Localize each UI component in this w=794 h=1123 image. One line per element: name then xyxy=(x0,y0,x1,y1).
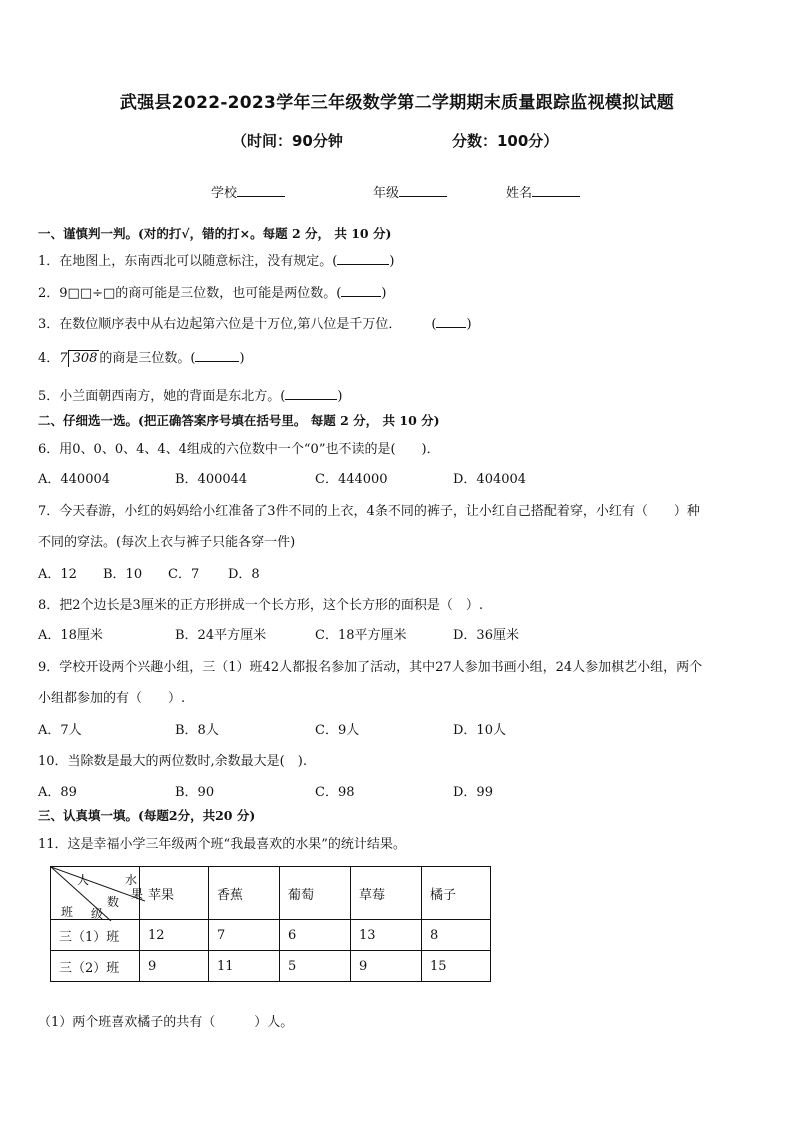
answer-blank-3[interactable] xyxy=(436,315,466,328)
q6-option-d[interactable]: D．404004 xyxy=(453,472,527,487)
corner-shui: 水 xyxy=(125,873,138,887)
q7-option-d[interactable]: D．8 xyxy=(228,567,260,582)
table-cell: 9 xyxy=(140,951,209,982)
q10-option-c[interactable]: C．98 xyxy=(315,785,355,800)
row-class-label: 三（1）班 xyxy=(51,920,140,951)
school-blank[interactable] xyxy=(237,184,285,197)
section1-heading: 一、谨慎判一判。(对的打√，错的打×。每题 2 分， 共 10 分) xyxy=(38,226,392,241)
question-1 xyxy=(38,250,394,269)
table-cell: 7 xyxy=(209,920,280,951)
question-7-line1: 7．今天春游，小红的妈妈给小红准备了3件不同的上衣，4条不同的裤子，让小红自己搭配着穿，小红有（ ）种 xyxy=(38,504,700,519)
question-7-line2: 不同的穿法。(每次上衣与裤子只能各穿一件) xyxy=(38,535,296,550)
fruit-stats-table xyxy=(50,866,491,982)
q8-option-a[interactable]: A．18厘米 xyxy=(38,628,103,643)
exam-title: 武强县2022-2023学年三年级数学第二学期期末质量跟踪监视模拟试题 xyxy=(119,93,675,113)
dividend: 308 xyxy=(68,350,100,367)
q8-option-d[interactable]: D．36厘米 xyxy=(453,628,519,643)
divisor: 7 xyxy=(59,351,68,366)
time-limit: （时间：90分钟 xyxy=(232,132,343,150)
question-1-text: 1．在地图上，东南西北可以随意标注，没有规定。( xyxy=(38,254,338,269)
q6-option-c[interactable]: C．444000 xyxy=(315,472,388,487)
question-5 xyxy=(38,385,342,404)
q8-option-b[interactable]: B．24平方厘米 xyxy=(175,628,267,643)
corner-shu: 数 xyxy=(107,895,120,909)
total-score: 分数：100分） xyxy=(452,132,559,150)
table-row xyxy=(51,920,491,951)
question-11: 11．这是幸福小学三年级两个班“我最喜欢的水果”的统计结果。 xyxy=(38,837,406,852)
q7-option-b[interactable]: B．10 xyxy=(103,567,143,582)
grade-blank[interactable] xyxy=(399,184,447,197)
corner-ren: 人 xyxy=(77,873,90,887)
corner-ji: 级 xyxy=(91,907,104,921)
q6-option-a[interactable]: A．440004 xyxy=(38,472,111,487)
section2-heading: 二、仔细选一选。(把正确答案序号填在括号里。 每题 2 分， 共 10 分) xyxy=(38,413,440,428)
question-2-text: 2．9□□÷□的商可能是三位数，也可能是两位数。( xyxy=(38,286,342,301)
question-5-close: ) xyxy=(337,389,343,404)
question-2 xyxy=(38,282,386,301)
table-row xyxy=(51,951,491,982)
question-1-close: ) xyxy=(389,254,395,269)
question-3-text: 3．在数位顺序表中从右边起第六位是十万位,第八位是千万位． xyxy=(38,317,402,332)
corner-guo: 果 xyxy=(131,887,144,901)
answer-blank-5[interactable] xyxy=(285,387,337,400)
header-fruit-apple: 苹果 xyxy=(140,867,209,920)
school-label: 学校 xyxy=(211,186,238,201)
table-cell: 5 xyxy=(280,951,351,982)
table-cell: 15 xyxy=(422,951,491,982)
q7-option-c[interactable]: C．7 xyxy=(168,567,200,582)
corner-ban: 班 xyxy=(61,905,74,919)
q9-option-b[interactable]: B．8人 xyxy=(175,723,219,738)
question-4-text: 的商是三位数。( xyxy=(99,351,196,366)
table-cell: 11 xyxy=(209,951,280,982)
name-blank[interactable] xyxy=(532,184,580,197)
question-3 xyxy=(38,313,472,332)
question-5-text: 5．小兰面朝西南方，她的背面是东北方。( xyxy=(38,389,286,404)
table-header-row xyxy=(51,867,491,920)
q6-option-b[interactable]: B．400044 xyxy=(175,472,248,487)
question-4 xyxy=(38,347,245,367)
question-11-sub1: （1）两个班喜欢橘子的共有（ ）人。 xyxy=(38,1015,294,1030)
header-fruit-strawberry: 草莓 xyxy=(351,867,422,920)
table-cell: 13 xyxy=(351,920,422,951)
header-fruit-orange: 橘子 xyxy=(422,867,491,920)
q9-option-c[interactable]: C．9人 xyxy=(315,723,360,738)
question-4-number: 4． xyxy=(38,351,60,366)
answer-blank-2[interactable] xyxy=(341,284,381,297)
answer-blank-1[interactable] xyxy=(337,252,389,265)
q10-option-a[interactable]: A．89 xyxy=(38,785,77,800)
table-corner-cell xyxy=(51,867,144,921)
question-3-open: ( xyxy=(431,317,437,332)
answer-blank-4[interactable] xyxy=(195,349,239,362)
q8-option-c[interactable]: C．18平方厘米 xyxy=(315,628,407,643)
question-8: 8．把2个边长是3厘米的正方形拼成一个长方形，这个长方形的面积是（ ）. xyxy=(38,598,483,613)
name-label: 姓名 xyxy=(506,186,533,201)
long-division-symbol xyxy=(59,350,99,367)
question-9-line2: 小组都参加的有（ ）. xyxy=(38,691,186,706)
question-3-close: ) xyxy=(466,317,472,332)
question-2-close: ) xyxy=(381,286,387,301)
table-cell: 6 xyxy=(280,920,351,951)
table-cell: 8 xyxy=(422,920,491,951)
grade-label: 年级 xyxy=(373,186,400,201)
table-cell: 9 xyxy=(351,951,422,982)
q10-option-b[interactable]: B．90 xyxy=(175,785,215,800)
q7-option-a[interactable]: A．12 xyxy=(38,567,77,582)
question-9-line1: 9．学校开设两个兴趣小组，三（1）班42人都报名参加了活动，其中27人参加书画小组，24人参加棋艺小组，两个 xyxy=(38,660,703,675)
school-field[interactable] xyxy=(211,182,285,201)
q9-option-a[interactable]: A．7人 xyxy=(38,723,82,738)
table-cell: 12 xyxy=(140,920,209,951)
question-10: 10．当除数是最大的两位数时,余数最大是( ). xyxy=(38,754,307,769)
row-class-label: 三（2）班 xyxy=(51,951,140,982)
name-field[interactable] xyxy=(506,182,580,201)
grade-field[interactable] xyxy=(373,182,447,201)
question-6: 6．用0、0、0、4、4、4组成的六位数中一个“0”也不读的是( )． xyxy=(38,442,440,457)
q9-option-d[interactable]: D．10人 xyxy=(453,723,506,738)
section3-heading: 三、认真填一填。(每题2分，共20 分) xyxy=(38,808,256,823)
q10-option-d[interactable]: D．99 xyxy=(453,785,493,800)
question-4-close: ) xyxy=(239,351,245,366)
header-fruit-banana: 香蕉 xyxy=(209,867,280,920)
header-fruit-grape: 葡萄 xyxy=(280,867,351,920)
